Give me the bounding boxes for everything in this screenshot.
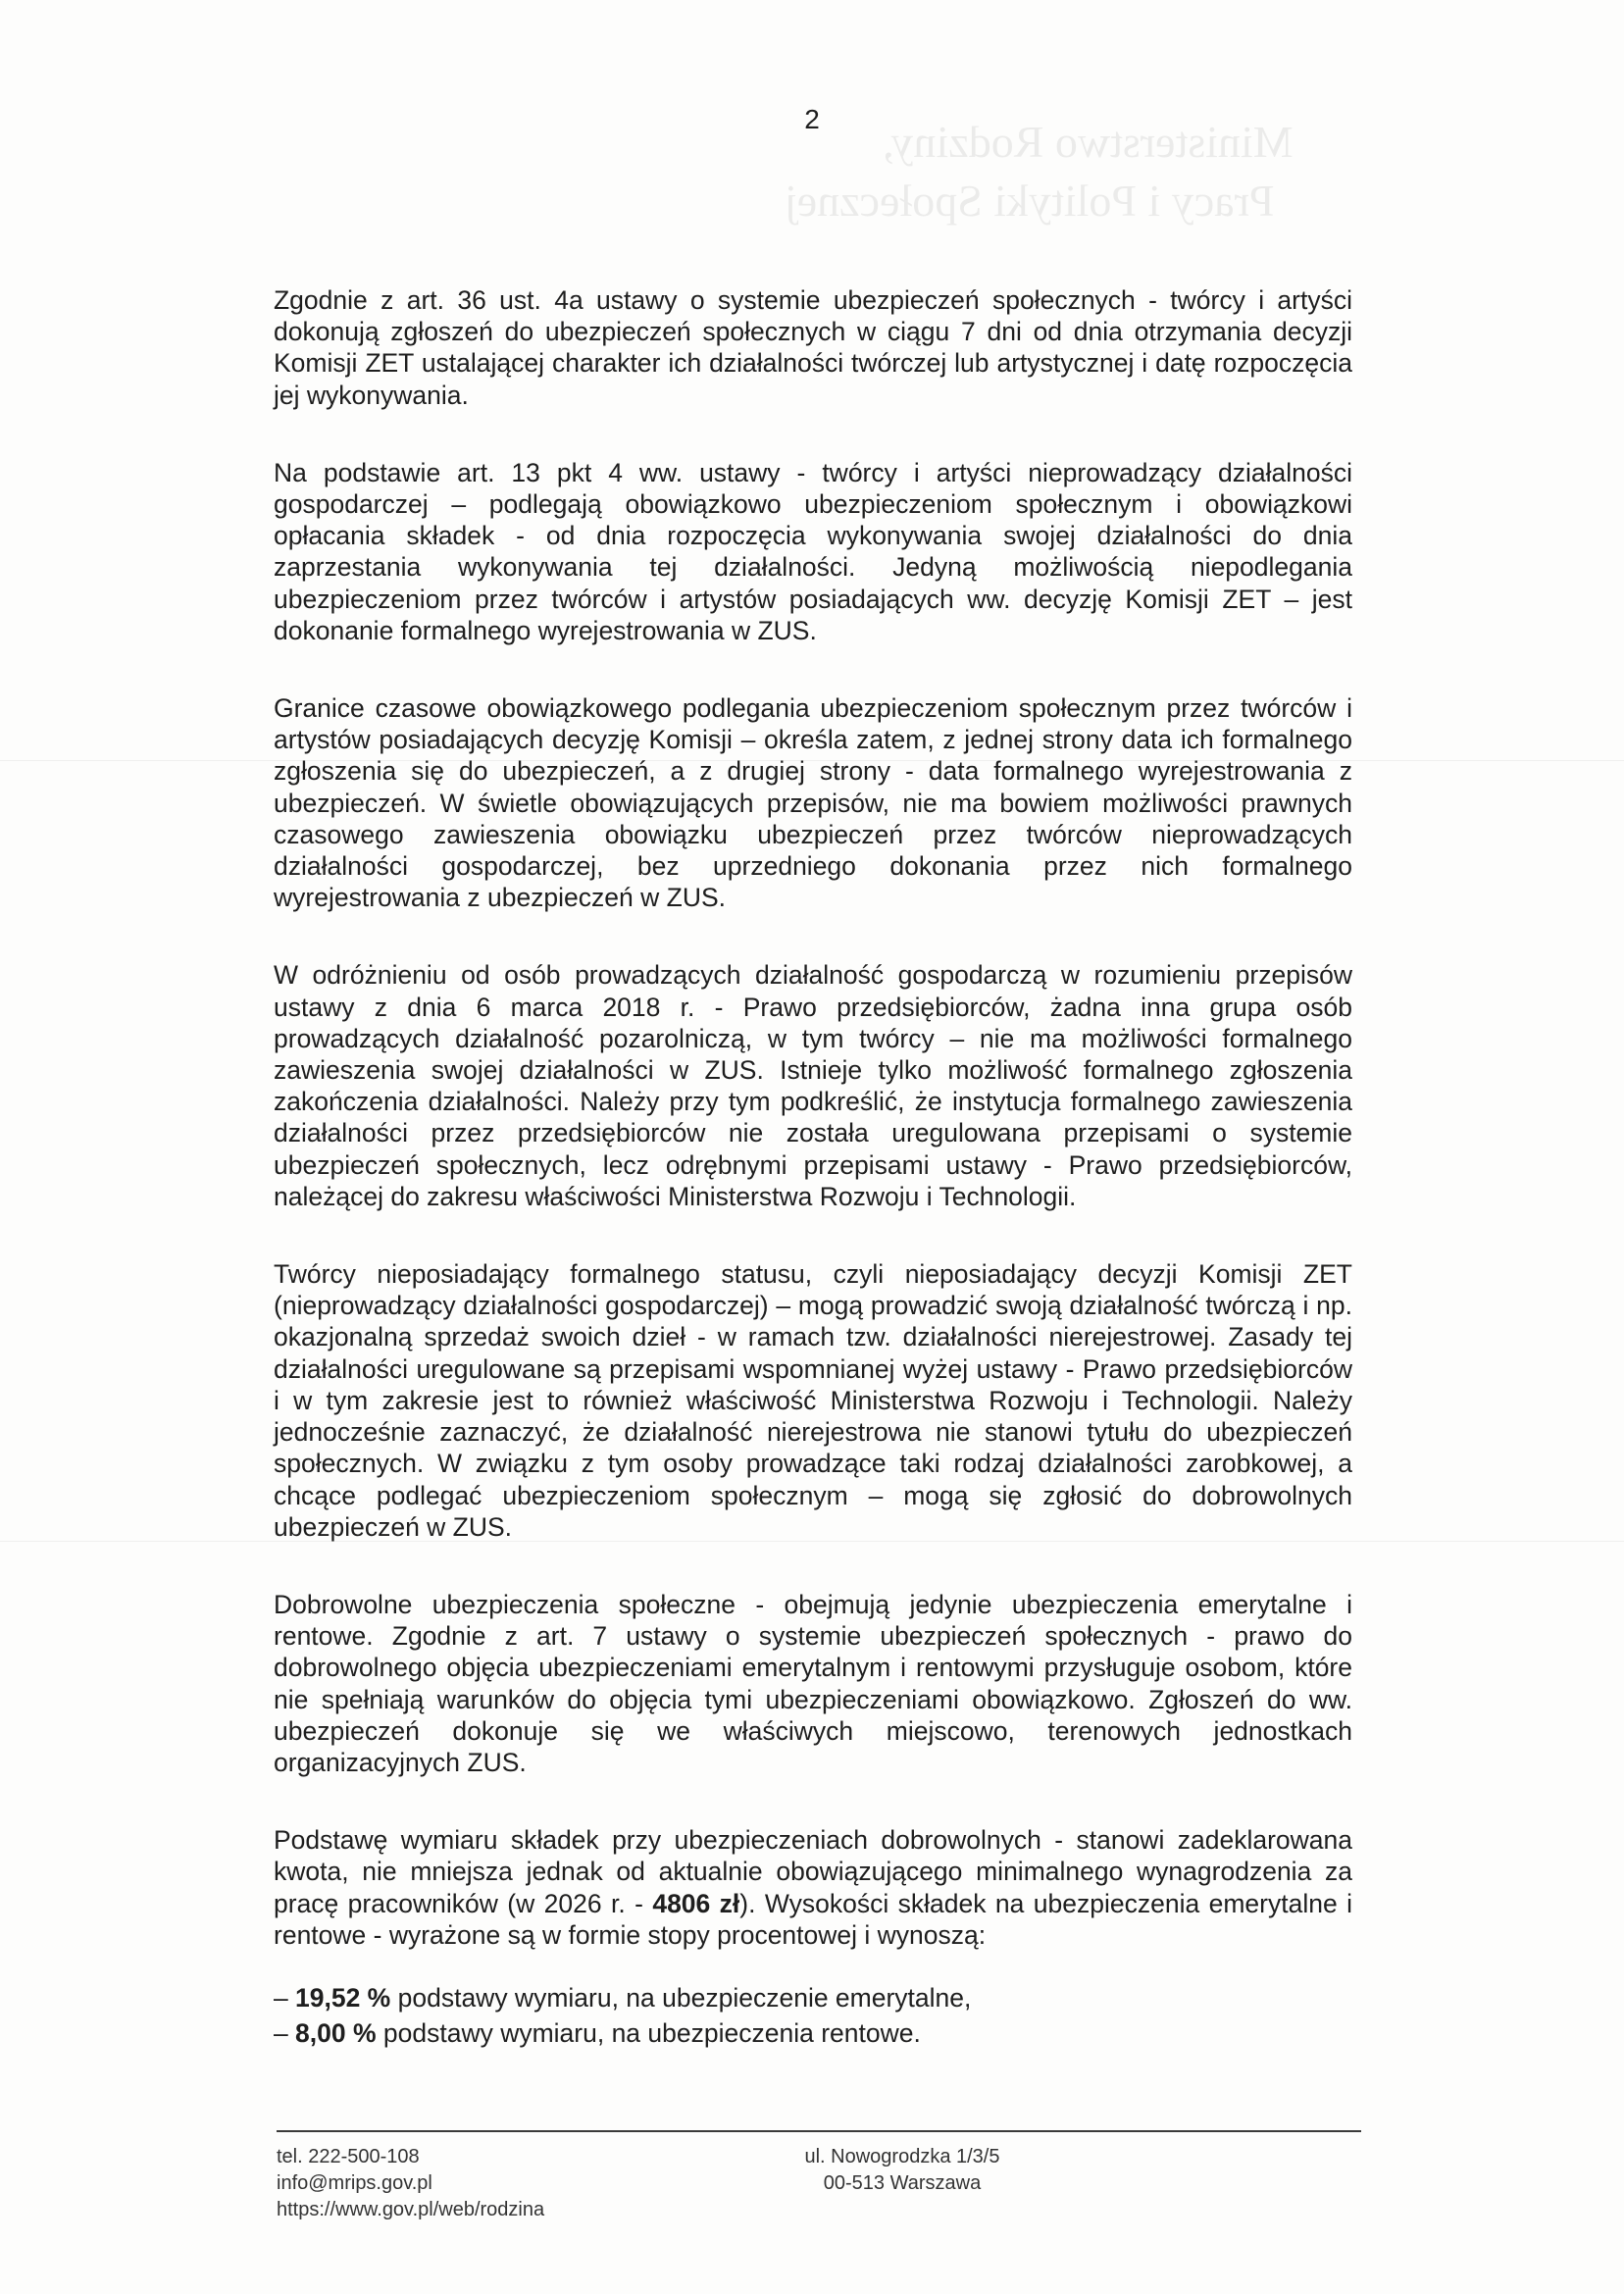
podstawa-text-part2: ). Wysokości składek na ubezpieczenia emerytalne i rentowe - wyrażone są w formie stopy procentowej i wynoszą:: [274, 1888, 1352, 1950]
paragraph-zgloszenie: Zgodnie z art. 36 ust. 4a ustawy o systemie ubezpieczeń społecznych - twórcy i artyści dokonują zgłoszeń do ubezpieczeń społecznych w ciągu 7 dni od dnia otrzymania decyzji Komisji ZET ustalającej charakter ich działalności twórczej lub artystycznej i datę rozpoczęcia jej wykonywania.: [274, 285, 1352, 410]
list-item-emerytalne: [274, 1980, 1352, 2015]
rate-emerytalne-value: 19,52 %: [295, 1982, 391, 2013]
minimum-wage-amount: 4806 zł: [652, 1888, 740, 1918]
footer-website: https://www.gov.pl/web/rodzina: [277, 2199, 545, 2220]
bleed-through-header-line1: Ministerstwo Rodziny,: [883, 117, 1294, 167]
contribution-rates-list: [274, 1980, 1352, 2051]
podstawa-text-part1: Podstawę wymiaru składek przy ubezpieczeniach dobrowolnych - stanowi zadeklarowana kwota, nie mniejsza jednak od aktualnie obowiązującego minimalnego wynagrodzenia za pracę pracowników (w 2026 r. -: [274, 1825, 1352, 1918]
page-number: 2: [804, 104, 820, 134]
rate-emerytalne-text: podstawy wymiaru, na ubezpieczenie emerytalne,: [390, 1982, 972, 2013]
paragraph-obowiazek-ubezpieczen: Na podstawie art. 13 pkt 4 ww. ustawy - twórcy i artyści nieprowadzący działalności gospodarczej – podlegają obowiązkowo ubezpieczeniom społecznym i obowiązkowi opłacania składek - od dnia rozpoczęcia wykonywania swojej działalności do dnia zaprzestania wykonywania tej działalności. Jedyną możliwością niepodlegania ubezpieczeniom przez twórców i artystów posiadających ww. decyzję Komisji ZET – jest dokonanie formalnego wyrejestrowania w ZUS.: [274, 457, 1352, 645]
paragraph-dzialalnosc-nierejestrowa: Twórcy nieposiadający formalnego statusu, czyli nieposiadający decyzji Komisji ZET (nieprowadzący działalności gospodarczej) – mogą prowadzić swoją działalność twórczą i np. okazjonalną sprzedaż swoich dzieł - w ramach tzw. działalności nierejestrowej. Zasady tej działalności uregulowane są przepisami wspomnianej wyżej ustawy - Prawo przedsiębiorców i w tym zakresie jest to również właściwość Ministerstwa Rozwoju i Technologii. Należy jednocześnie zaznaczyć, że działalność nierejestrowa nie stanowi tytułu do ubezpieczeń społecznych. W związku z tym osoby prowadzące taki rodzaj działalności zarobkowej, a chcące podlegać ubezpieczeniom społecznym – mogą się zgłosić do dobrowolnych ubezpieczeń w ZUS.: [274, 1259, 1352, 1542]
paragraph-dobrowolne-ubezpieczenia: Dobrowolne ubezpieczenia społeczne - obejmują jedynie ubezpieczenia emerytalne i rentowe. Zgodnie z art. 7 ustawy o systemie ubezpieczeń społecznych - prawo do dobrowolnego objęcia ubezpieczeniami emerytalnym i rentowymi przysługuje osobom, które nie spełniają warunków do objęcia tymi ubezpieczeniami obowiązkowo. Zgłoszeń do ww. ubezpieczeń dokonuje się we właściwych miejscowo, terenowych jednostkach organizacyjnych ZUS.: [274, 1589, 1352, 1777]
paragraph-podstawa-wymiaru: [274, 1824, 1352, 1951]
list-item-rentowe: [274, 2015, 1352, 2051]
paragraph-zawieszenie-dzialalnosci: W odróżnieniu od osób prowadzących działalność gospodarczą w rozumieniu przepisów ustawy z dnia 6 marca 2018 r. - Prawo przedsiębiorców, żadna inna grupa osób prowadzących działalność pozarolniczą, w tym twórcy – nie ma możliwości formalnego zawieszenia swojej działalności w ZUS. Istnieje tylko możliwość formalnego zgłoszenia zakończenia działalności. Należy przy tym podkreślić, że instytucja formalnego zawieszenia działalności przez przedsiębiorców nie została uregulowana przepisami o systemie ubezpieczeń społecznych, lecz odrębnymi przepisami ustawy - Prawo przedsiębiorców, należącej do zakresu właściwości Ministerstwa Rozwoju i Technologii.: [274, 960, 1352, 1211]
list-dash: –: [274, 2017, 288, 2048]
footer-contact: [277, 2144, 544, 2223]
bleed-through-header-line2: Pracy i Polityki Społecznej: [785, 176, 1275, 226]
footer-address: [785, 2144, 1020, 2197]
rate-rentowe-text: podstawy wymiaru, na ubezpieczenia rentowe.: [376, 2017, 921, 2048]
rate-rentowe-value: 8,00 %: [295, 2017, 377, 2048]
letter-body: [274, 284, 1352, 2051]
footer-divider: [277, 2130, 1361, 2132]
footer-phone: tel. 222-500-108: [277, 2146, 420, 2167]
footer-email: info@mrips.gov.pl: [277, 2172, 432, 2194]
paragraph-granice-czasowe: Granice czasowe obowiązkowego podlegania ubezpieczeniom społecznym przez twórców i artystów posiadających decyzję Komisji – określa zatem, z jednej strony data ich formalnego zgłoszenia się do ubezpieczeń, a z drugiej strony - data formalnego wyrejestrowania z ubezpieczeń. W świetle obowiązujących przepisów, nie ma bowiem możliwości prawnych czasowego zawieszenia obowiązku ubezpieczeń przez twórców nieprowadzących działalności gospodarczej, bez uprzedniego dokonania przez nich formalnego wyrejestrowania z ubezpieczeń w ZUS.: [274, 693, 1352, 913]
list-dash: –: [274, 1982, 288, 2013]
footer-street: ul. Nowogrodzka 1/3/5: [804, 2146, 1000, 2167]
footer-postal-city: 00-513 Warszawa: [823, 2172, 982, 2194]
